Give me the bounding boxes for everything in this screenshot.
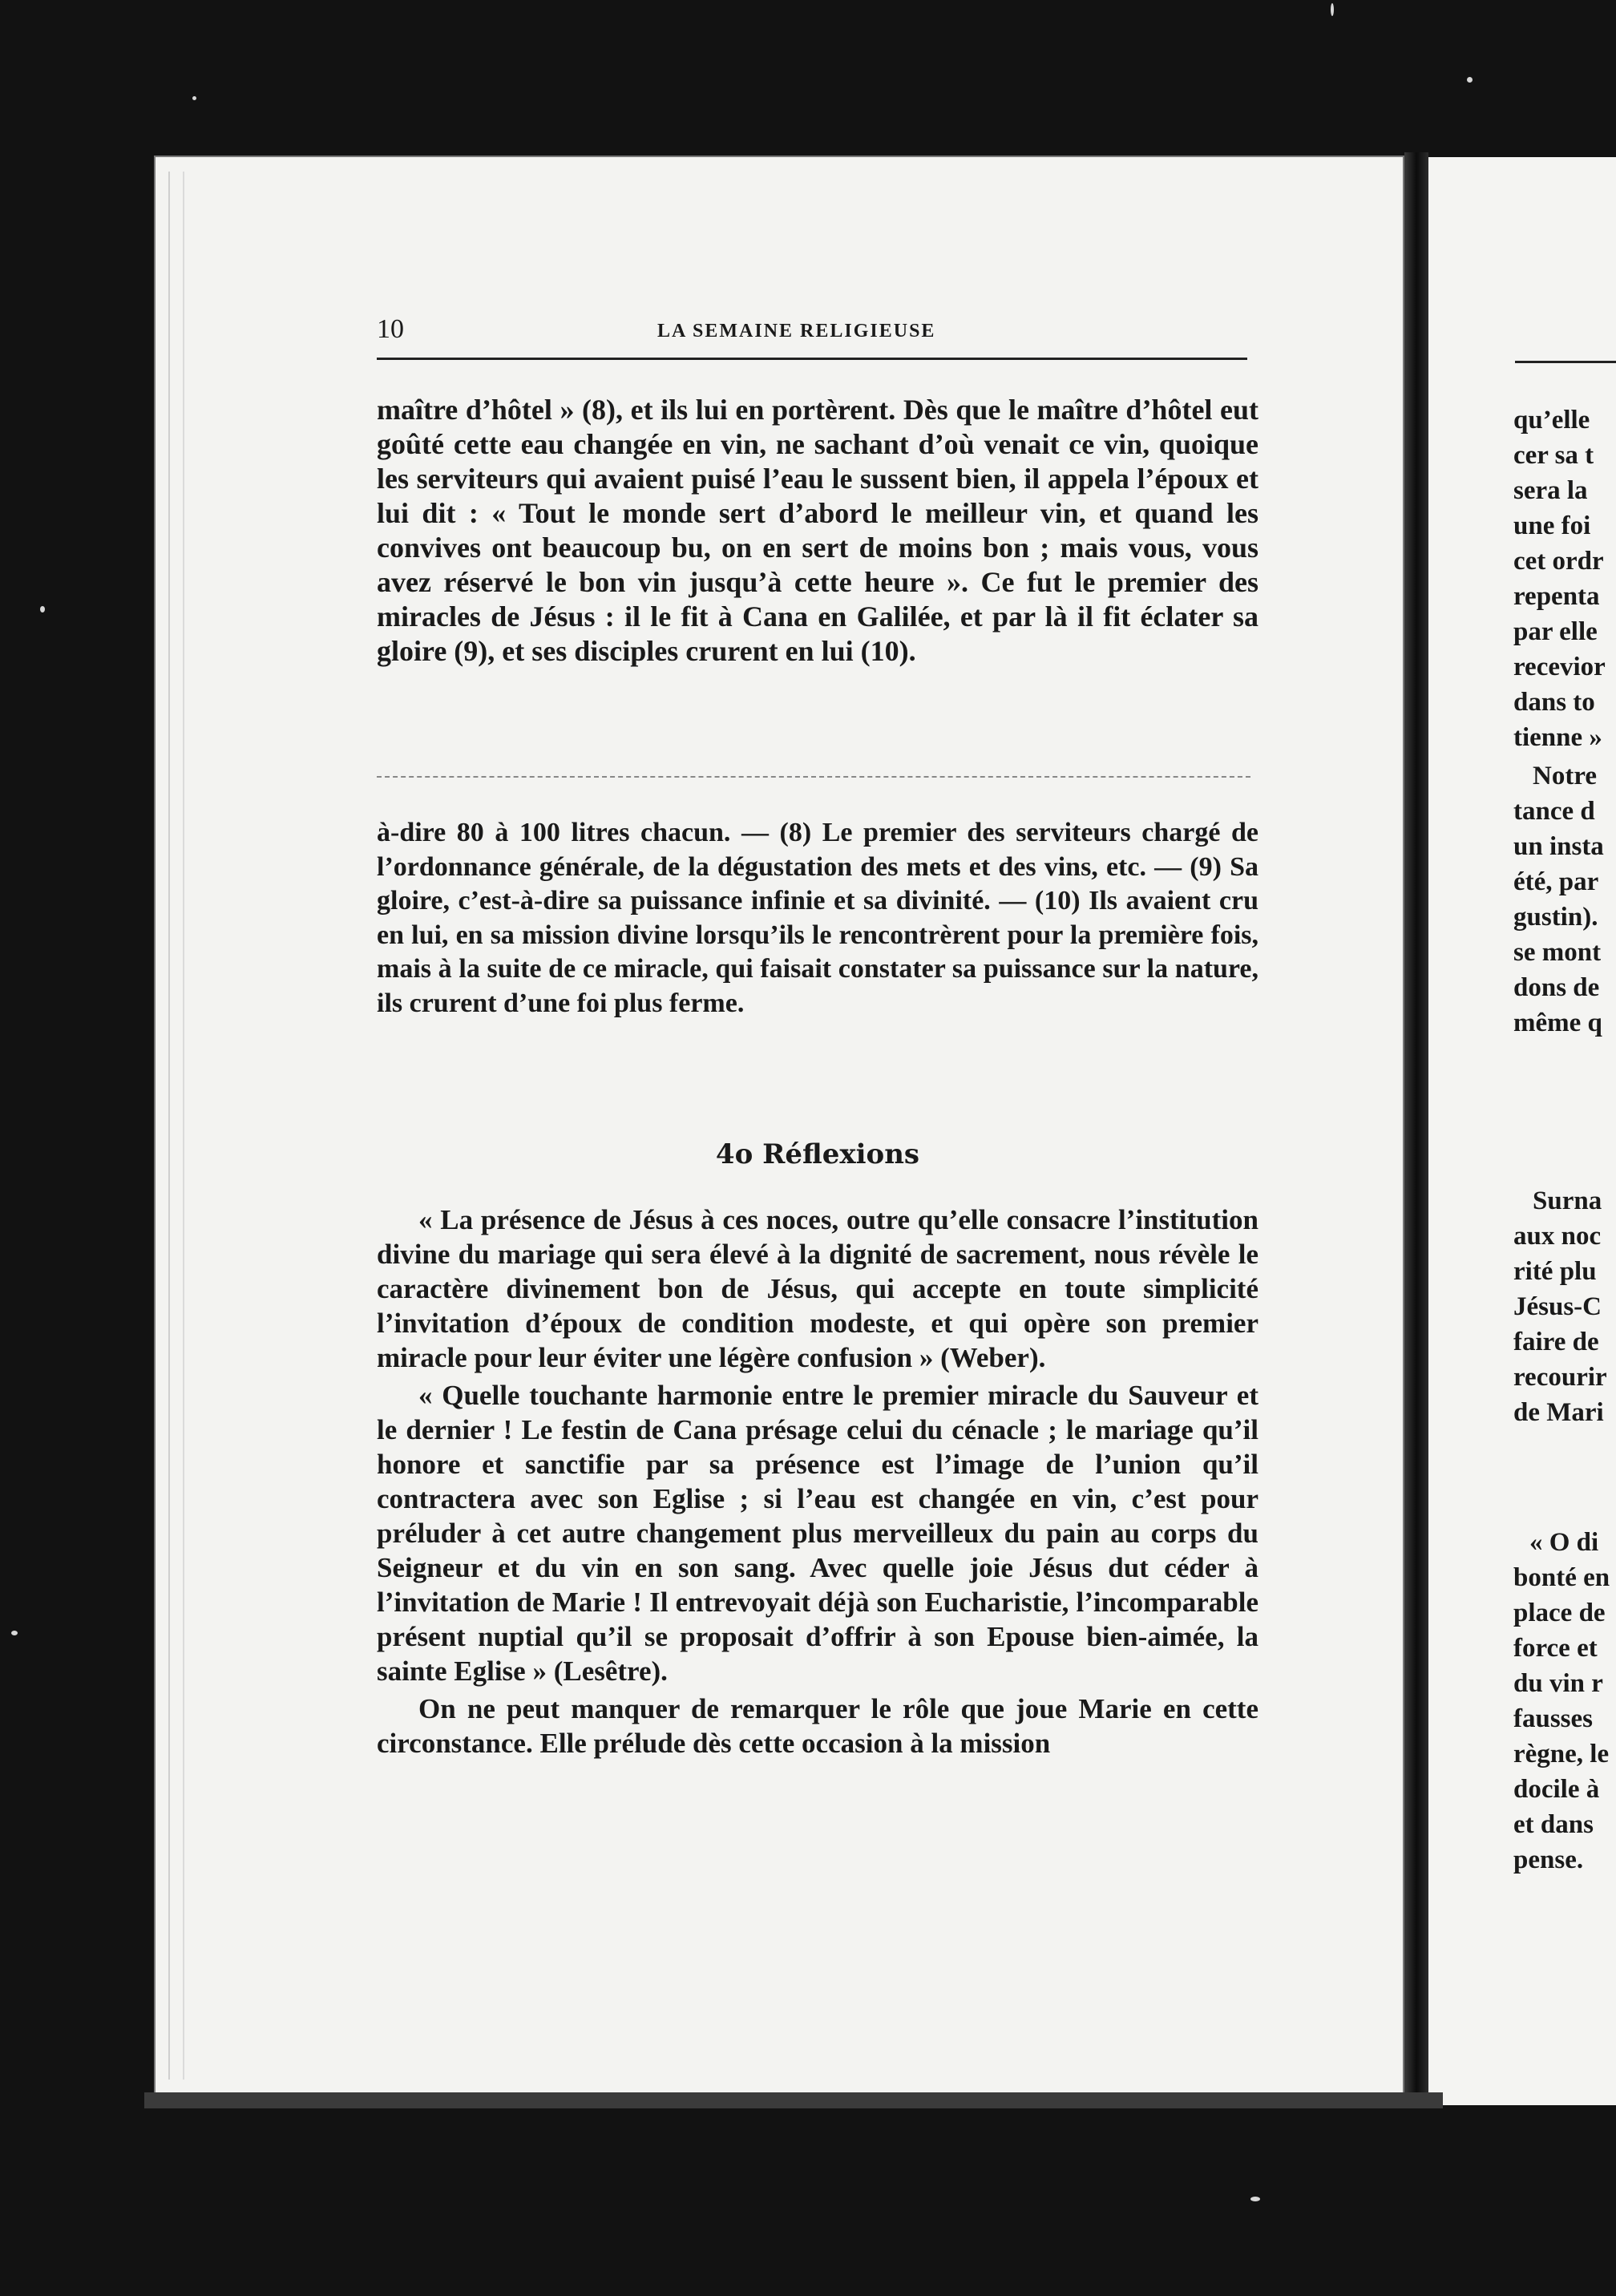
right-line: bonté en — [1513, 1563, 1610, 1592]
right-line: place de — [1513, 1599, 1606, 1627]
reflection-paragraph: « La présence de Jésus à ces noces, outre qu’elle consacre l’institution divine du mariage qui sera élevé à la dignité de sacrement, nous révèle le caractère divinement bon de Jésus, qui accepte en toute simplicité l’invitation d’époux de condition modeste, et qui opère son premier miracle pour leur éviter une légère confusion » (Weber). — [377, 1204, 1258, 1373]
right-line: du vin r — [1513, 1669, 1603, 1698]
scan-speck — [192, 96, 196, 100]
right-line: une foi — [1513, 511, 1591, 540]
right-line: Surna — [1533, 1186, 1602, 1215]
right-line: aux noc — [1513, 1222, 1602, 1251]
right-line: dans to — [1513, 688, 1595, 717]
reflection-paragraph: « Quelle touchante harmonie entre le premier miracle du Sauveur et le dernier ! Le festin de Cana présage celui du cénacle ; le mariage qu’il honore et sanctifie par sa présence est l’image de l’union qu’il contractera avec son Eglise ; si l’eau est changée en vin, c’est pour préluder à cet autre changement plus merveilleux du pain au corps du Seigneur et du vin en son sang. Avec quelle joie Jésus dut céder à l’invitation de Marie ! Il entrevoyait déjà son Eucharistie, l’incomparable présent nuptial qu’il se proposait d’offrir à son Epouse bien-aimée, la sainte Eglise » (Lesêtre). — [377, 1380, 1258, 1687]
right-line: recevior — [1513, 653, 1606, 681]
scan-speck — [40, 606, 45, 612]
footnote-separator — [377, 776, 1250, 778]
scan-speck — [1250, 2197, 1260, 2201]
right-line: par elle — [1513, 617, 1598, 646]
scan-speck — [11, 1631, 18, 1635]
running-head: LA SEMAINE RELIGIEUSE — [657, 321, 936, 342]
scan-speck — [1467, 77, 1473, 83]
right-line: repenta — [1513, 582, 1600, 611]
right-line: gustin). — [1513, 903, 1598, 932]
right-line: été, par — [1513, 867, 1599, 896]
header-rule — [377, 358, 1247, 360]
page-edge-shadow — [144, 2092, 1443, 2108]
right-line: et dans — [1513, 1810, 1594, 1839]
right-line: dons de — [1513, 973, 1600, 1002]
right-line: force et — [1513, 1634, 1598, 1663]
right-line: sera la — [1513, 476, 1588, 505]
right-line: même q — [1513, 1009, 1602, 1037]
reflection-paragraph: On ne peut manquer de remarquer le rôle que joue Marie en cette circonstance. Elle prélude dès cette occasion à la mission — [377, 1693, 1258, 1759]
right-line: docile à — [1513, 1775, 1600, 1804]
right-line: faire de — [1513, 1328, 1599, 1356]
right-line: fausses — [1513, 1704, 1594, 1733]
right-line: se mont — [1513, 938, 1602, 967]
right-header-rule — [1515, 361, 1616, 363]
scan-speck — [1331, 3, 1334, 16]
main-text-block — [377, 393, 1258, 669]
right-line: un insta — [1513, 832, 1604, 861]
right-line: recourir — [1513, 1363, 1607, 1392]
right-line: cer sa t — [1513, 441, 1594, 470]
right-line: tienne » — [1513, 723, 1602, 752]
footnotes-block — [377, 816, 1258, 1021]
right-line: Jésus-C — [1513, 1292, 1602, 1321]
right-line: rité plu — [1513, 1257, 1597, 1286]
right-line: « O di — [1529, 1528, 1599, 1557]
footnotes-text: à-dire 80 à 100 litres chacun. — (8) Le premier des serviteurs chargé de l’ordonnance générale, de la dégustation des mets et des vins, etc. — (9) Sa gloire, c’est-à-dire sa puissance infinie et sa divinité. — (10) Ils avaient cru en lui, en sa mission divine lorsqu’ils le rencontrèrent pour la première fois, mais à la suite de ce miracle, qui faisait constater sa puissance sur la nature, ils crurent d’une foi plus ferme. — [377, 818, 1258, 1018]
section-title: 4o Réflexions — [715, 1138, 920, 1170]
right-line: de Mari — [1513, 1398, 1604, 1427]
right-line: cet ordr — [1513, 547, 1604, 576]
right-line: Notre — [1533, 762, 1598, 790]
reflections-block — [377, 1203, 1258, 1764]
right-line: tance d — [1513, 797, 1595, 826]
book-gutter — [1404, 152, 1428, 2108]
right-line: pense. — [1513, 1845, 1584, 1874]
page-number: 10 — [377, 314, 404, 344]
right-line: qu’elle — [1513, 406, 1590, 435]
right-line: règne, le — [1513, 1740, 1610, 1768]
main-paragraph: maître d’hôtel » (8), et ils lui en portèrent. Dès que le maître d’hôtel eut goûté cette eau changée en vin, ne sachant d’où venait ce vin, quoique les serviteurs qui avaient puisé l’eau le sussent bien, il appela l’époux et lui dit : « Tout le monde sert d’abord le meilleur vin, et quand les convives ont beaucoup bu, on en sert de moins bon ; mais vous, vous avez réservé le bon vin jusqu’à cette heure ». Ce fut le premier des miracles de Jésus : il le fit à Cana en Galilée, et par là il fit éclater sa gloire (9), et ses disciples crurent en lui (10). — [377, 394, 1258, 667]
